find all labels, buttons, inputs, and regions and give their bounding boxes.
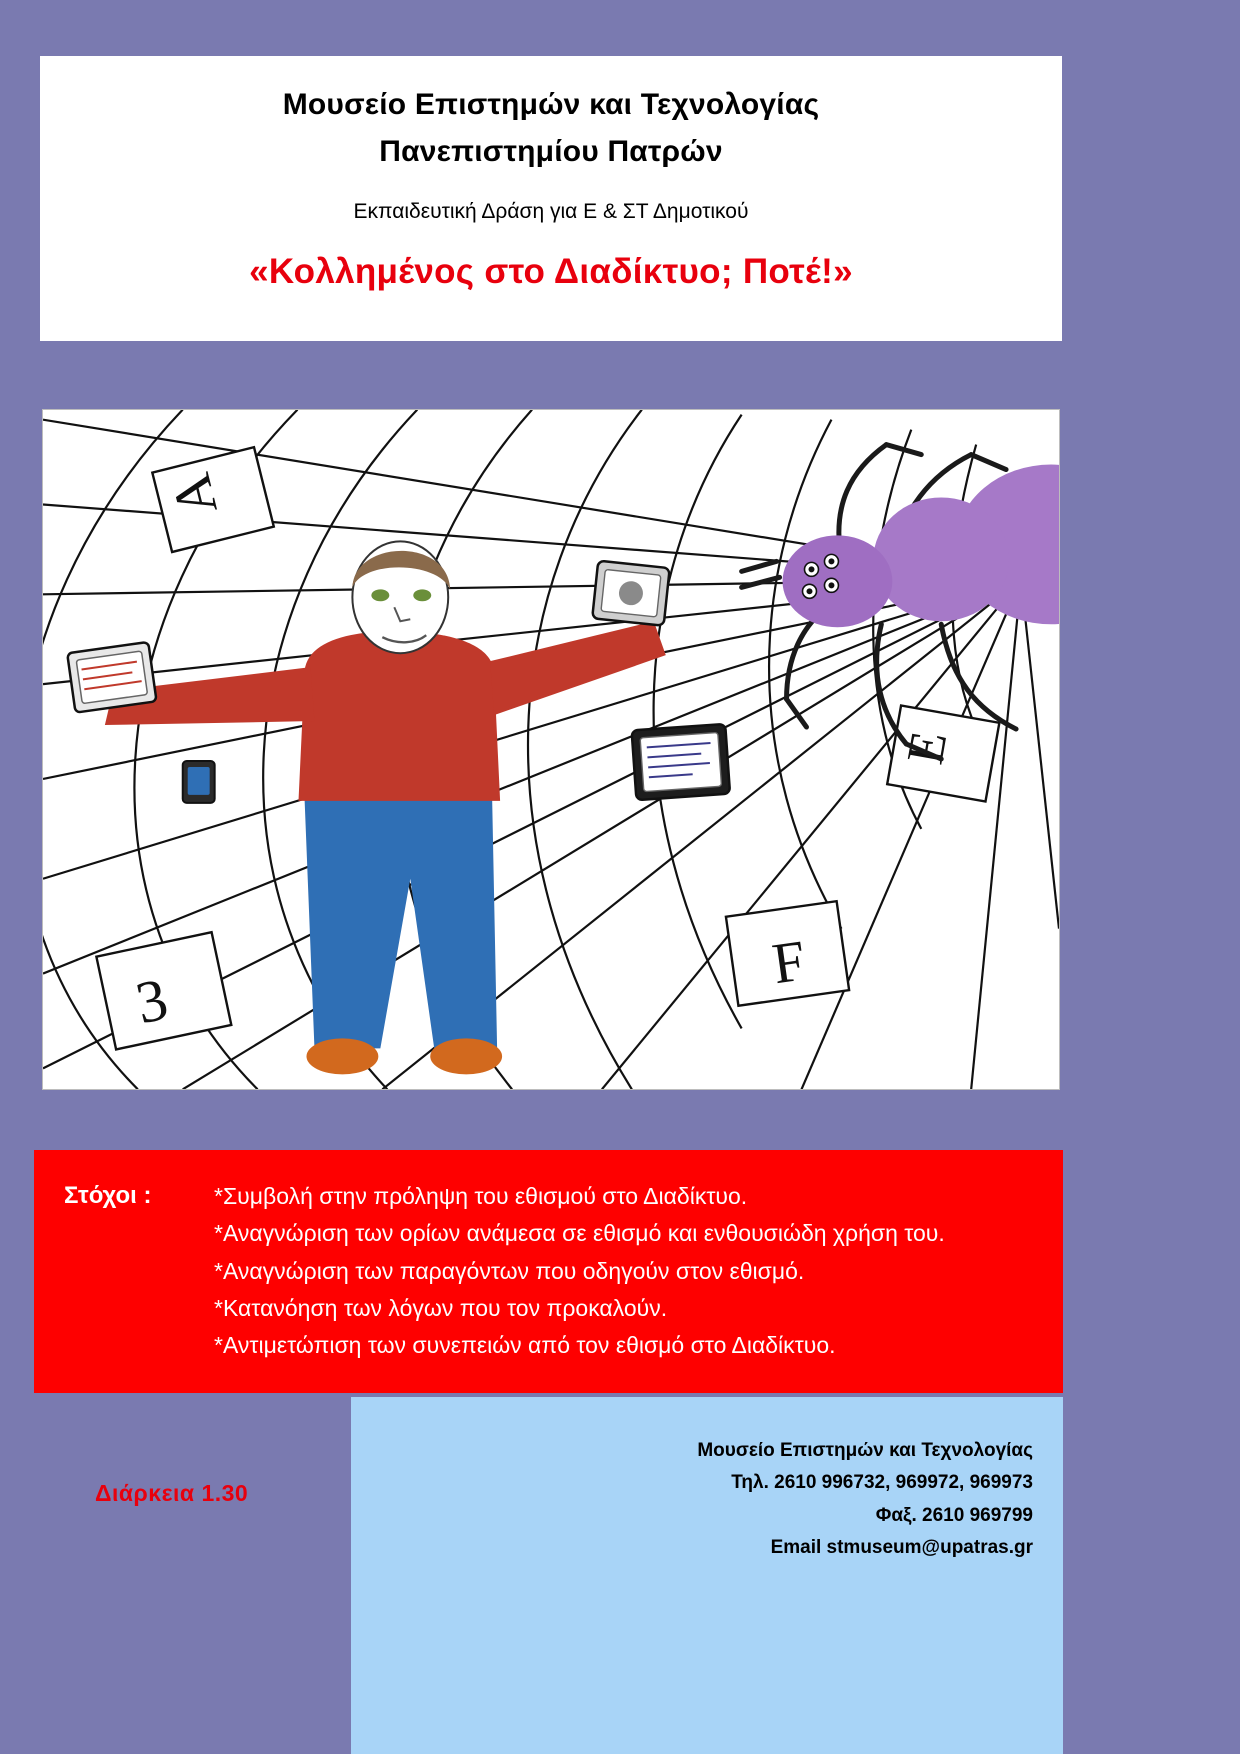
- duration-label: Διάρκεια 1.30: [95, 1480, 249, 1506]
- header-block: [40, 56, 1062, 341]
- program-subtitle: Εκπαιδευτική Δράση για Ε & ΣΤ Δημοτικού: [353, 200, 749, 223]
- goals-block: [34, 1150, 1063, 1393]
- goals-list: [204, 1178, 945, 1393]
- goal-item: *Κατανόηση των λόγων που τον προκαλούν.: [214, 1294, 668, 1321]
- goal-item: *Αναγνώριση των ορίων ανάμεσα σε εθισμό και ενθουσιώδη χρήση του.: [214, 1220, 945, 1247]
- activity-headline: «Κολλημένος στο Διαδίκτυο; Ποτέ!»: [249, 252, 853, 292]
- contact-phone: Τηλ. 2610 996732, 969972, 969973: [731, 1472, 1033, 1494]
- contact-museum-name: Μουσείο Επιστημών και Τεχνολογίας: [697, 1440, 1033, 1461]
- svg-text:A: A: [159, 467, 230, 522]
- contact-email: Email stmuseum@upatras.gr: [770, 1536, 1033, 1558]
- museum-title-line-1: Μουσείο Επιστημών και Τεχνολογίας: [282, 88, 820, 121]
- svg-text:E: E: [896, 727, 959, 769]
- contact-block: [351, 1397, 1063, 1754]
- museum-title-line-2: Πανεπιστημίου Πατρών: [379, 134, 723, 168]
- svg-text:3: 3: [130, 965, 174, 1037]
- contact-fax: Φαξ. 2610 969799: [875, 1504, 1033, 1526]
- svg-text:F: F: [768, 927, 810, 997]
- illustration-panel: [42, 409, 1060, 1090]
- goal-item: *Αντιμετώπιση των συνεπειών από τον εθισμό στο Διαδίκτυο.: [214, 1332, 836, 1358]
- goal-item: *Συμβολή στην πρόληψη του εθισμού στο Διαδίκτυο.: [214, 1183, 748, 1209]
- spider-web-drawing: [43, 410, 1059, 1089]
- goal-item: *Αναγνώριση των παραγόντων που οδηγούν στον εθισμό.: [214, 1257, 805, 1284]
- goals-label: Στόχοι :: [64, 1182, 152, 1209]
